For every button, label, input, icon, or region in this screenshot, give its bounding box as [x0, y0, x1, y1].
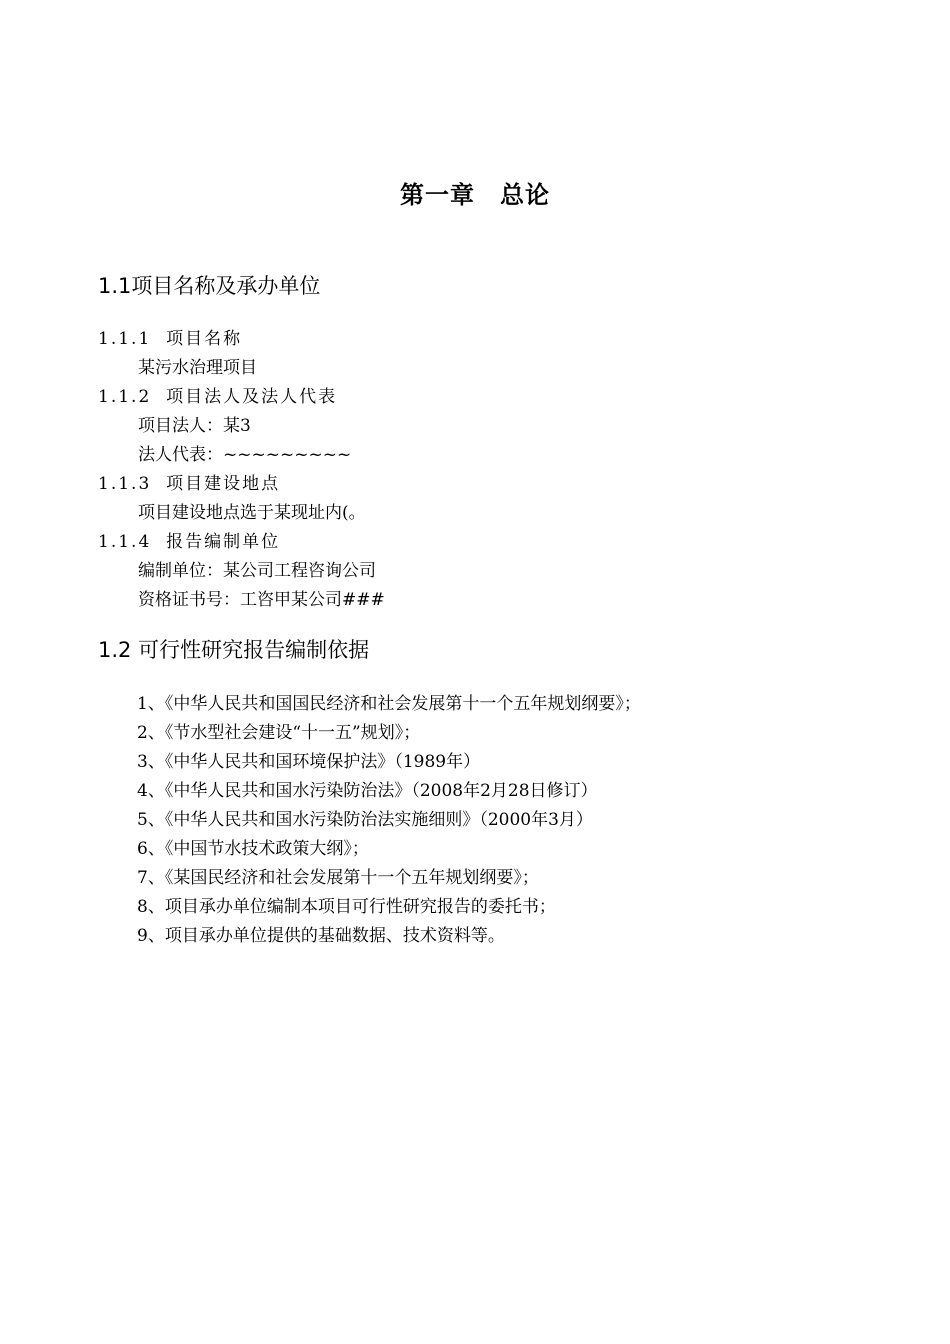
subsection-number: 1.1.1 [98, 329, 152, 349]
reference-item: 2、《节水型社会建设“十一五”规划》； [137, 723, 421, 743]
reference-item: 5、《中华人民共和国水污染防治法实施细则》（2000年3月） [137, 810, 593, 830]
preparing-organization: 编制单位：某公司工程咨询公司 [138, 561, 376, 581]
subsection-heading-1-1-4 [98, 528, 858, 557]
reference-item: 3、《中华人民共和国环境保护法》（1989年） [137, 752, 481, 772]
subsection-number: 1.1.2 [98, 387, 152, 407]
reference-item: 6、《中国节水技术政策大纲》； [137, 839, 369, 859]
subsection-heading-1-1-2 [98, 383, 858, 412]
section-heading-1-1: 1.1项目名称及承办单位 [98, 274, 321, 298]
reference-item: 8、项目承办单位编制本项目可行性研究报告的委托书； [137, 897, 556, 917]
subsection-heading-1-1-1 [98, 325, 858, 354]
reference-list [137, 690, 857, 951]
subsection-title: 项目建设地点 [166, 474, 281, 494]
subsection-heading-1-1-3 [98, 470, 858, 499]
section-1-1-content [98, 325, 858, 615]
reference-item: 7、《某国民经济和社会发展第十一个五年规划纲要》； [137, 868, 539, 888]
reference-item: 9、项目承办单位提供的基础数据、技术资料等。 [137, 926, 505, 946]
subsection-title: 项目法人及法人代表 [166, 387, 338, 407]
legal-representative: 法人代表：~~~~~~~~~ [138, 445, 352, 465]
section-heading-1-2: 1.2 可行性研究报告编制依据 [98, 638, 370, 662]
subsection-number: 1.1.3 [98, 474, 152, 494]
subsection-title: 报告编制单位 [166, 532, 281, 552]
subsection-title: 项目名称 [166, 329, 243, 349]
chapter-title: 第一章 总论 [400, 181, 550, 209]
subsection-number: 1.1.4 [98, 532, 152, 552]
qualification-certificate: 资格证书号：工咨甲某公司### [138, 590, 385, 610]
reference-item: 1、《中华人民共和国国民经济和社会发展第十一个五年规划纲要》； [137, 694, 641, 714]
project-legal-entity: 项目法人：某3 [138, 416, 251, 436]
reference-item: 4、《中华人民共和国水污染防治法》（2008年2月28日修订） [137, 781, 598, 801]
project-name-value: 某污水治理项目 [138, 358, 257, 378]
project-location-value: 项目建设地点选于某现址内(。 [138, 503, 366, 523]
